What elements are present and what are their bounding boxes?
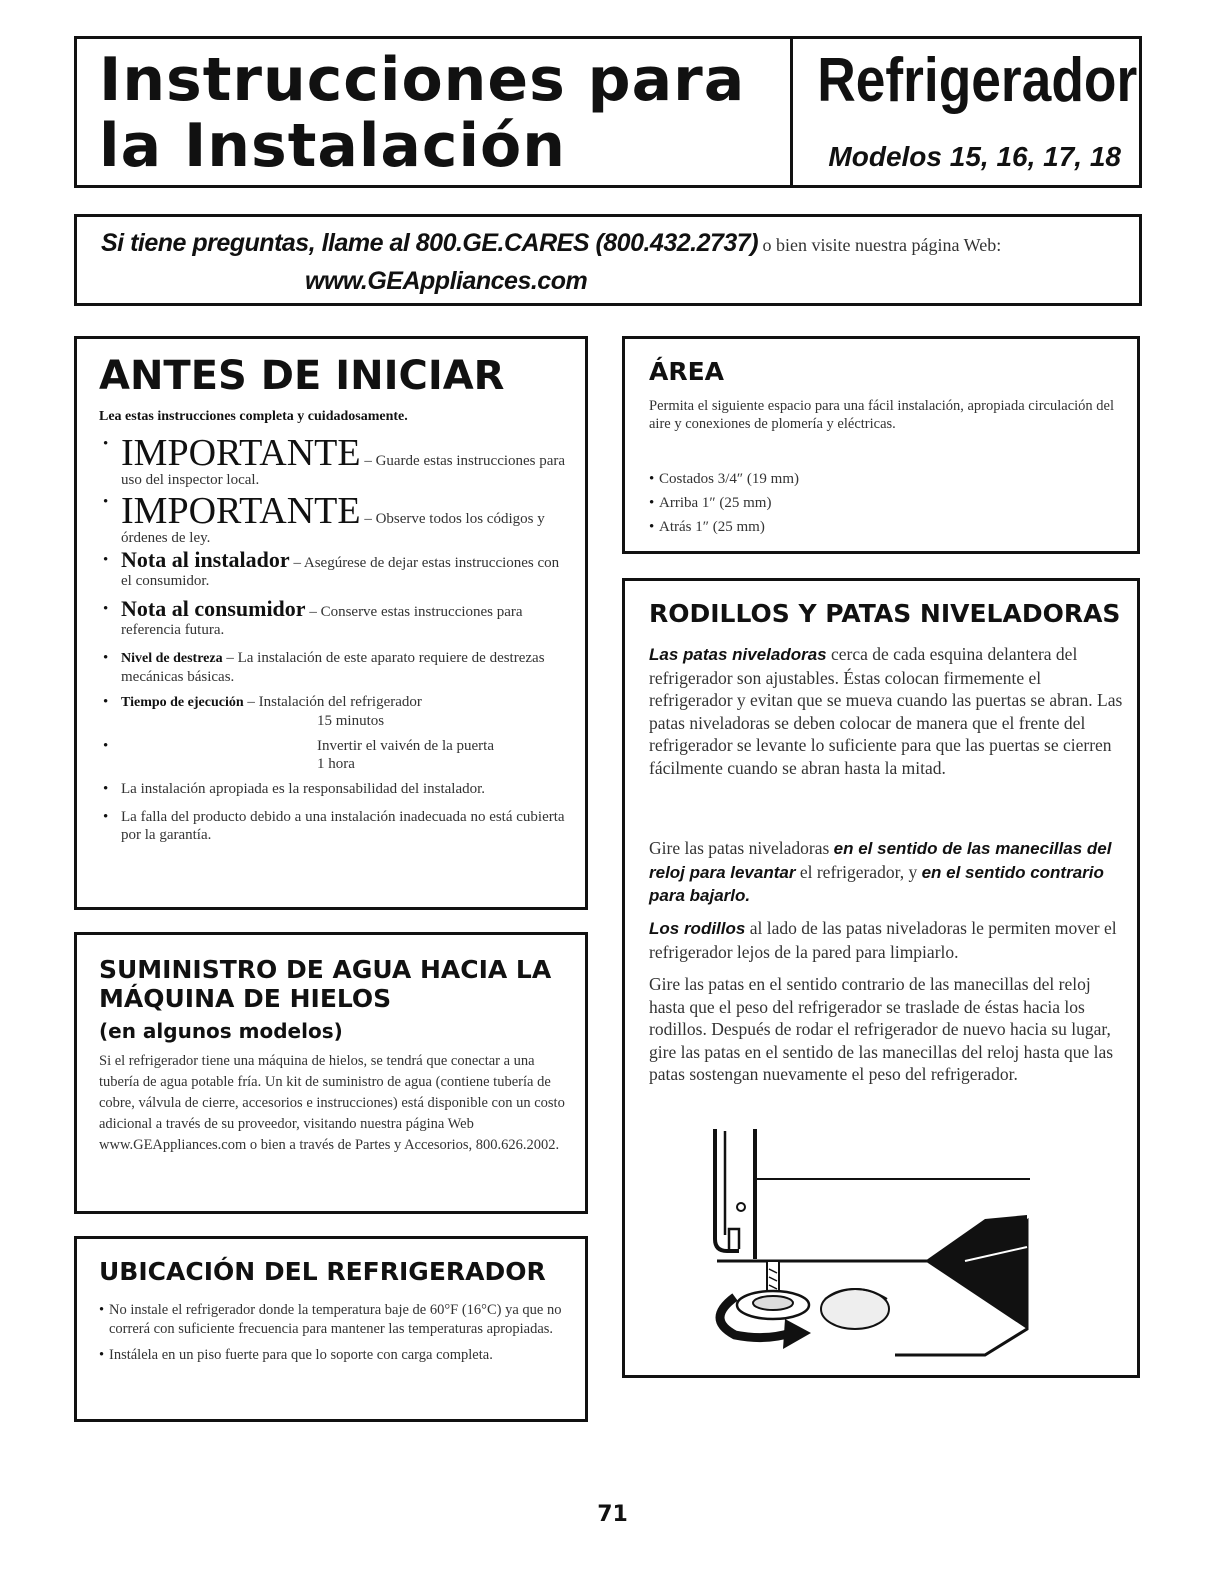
list-item: • Arriba 1″ (25 mm) [649,493,1123,513]
section-heading: SUMINISTRO DE AGUA HACIA LA MÁQUINA DE HIELOS [99,955,552,1013]
list-item: • IMPORTANTE – Observe todos los códigos y órdenes de ley. [99,493,571,547]
paragraph: Las patas niveladoras cerca de cada esquina delantera del refrigerador son ajustables. Éstas colocan firmemente el refrigerador y evitan que se mueva cuando las puertas se abran. Las patas niveladoras se deben colocar de manera que el frente del refrigerador se levante lo suficiente para que las puertas se cierren fácilmente cuando se abran hasta la mitad. [649,644,1123,778]
list-item: • La falla del producto debido a una instalación inadecuada no está cubierta por la garantía. [99,808,571,844]
title-line-1: Instrucciones para [99,45,746,115]
area-section [622,336,1140,554]
antes-de-iniciar-section [74,336,588,910]
section-heading: ÁREA [649,357,725,386]
ubicacion-list [99,1301,571,1372]
contact-phone: Si tiene preguntas, llame al 800.GE.CARES (800.432.2737) [101,229,759,257]
area-list [649,469,1123,541]
section-intro: Lea estas instrucciones completa y cuidadosamente. [99,409,408,424]
product-title: Refrigerador [817,46,1138,115]
section-subheading: (en algunos modelos) [99,1019,343,1043]
list-item: • Instálela en un piso fuerte para que lo soporte con carga completa. [99,1346,571,1365]
list-item: • IMPORTANTE – Guarde estas instrucciones para uso del inspector local. [99,435,571,489]
ubicacion-section [74,1236,588,1422]
section-intro: Permita el siguiente espacio para una fácil instalación, apropiada circulación del aire y conexiones de plomería y eléctricas. [649,398,1115,432]
list-item: • La instalación apropiada es la responsabilidad del instalador. [99,780,571,798]
list-item: • Nota al consumidor – Conserve estas instrucciones para referencia futura. [99,600,571,639]
list-item: • Nota al instalador – Asegúrese de dejar estas instrucciones con el consumidor. [99,551,571,590]
contact-rest: o bien visite nuestra página Web: [758,235,1002,255]
page-title [99,47,745,179]
contact-line [101,229,1001,258]
contact-box [74,214,1142,306]
title-line-2: la Instalación [99,111,566,181]
header-product-box [790,36,1142,188]
suministro-section [74,932,588,1214]
paragraph: Los rodillos al lado de las patas niveladoras le permiten mover el refrigerador lejos de la pared para limpiarlo. [649,918,1117,962]
list-item: • Invertir el vaivén de la puerta 1 hora [99,737,571,773]
list-item: • Atrás 1″ (25 mm) [649,517,1123,537]
section-heading: UBICACIÓN DEL REFRIGERADOR [99,1257,546,1286]
page-number: 71 [597,1502,628,1527]
models-label: Modelos 15, 16, 17, 18 [828,141,1121,172]
section-body: Si el refrigerador tiene una máquina de hielos, se tendrá que conectar a una tubería de agua potable fría. Un kit de suministro de agua (contiene tubería de cobre, válvula de cierre, accesorios e instrucciones) está disponible con un costo adicional a través de su proveedor, visitando nuestra página Web www.GEAppliances.com o bien a través de Partes y Accesorios, 800.626.2002. [99,1053,565,1153]
list-item: • Costados 3/4″ (19 mm) [649,469,1123,489]
antes-list [99,432,571,851]
paragraph: Gire las patas niveladoras en el sentido de las manecillas del reloj para levantar el refrigerador, y en el sentido contrario para bajarlo. [649,838,1112,905]
list-item: • No instale el refrigerador donde la temperatura baje de 60°F (16°C) ya que no correrá con suficiente frecuencia para mantener las temperaturas apropiadas. [99,1301,571,1339]
list-item: • Tiempo de ejecución – Instalación del refrigerador 15 minutos [99,693,571,730]
section-heading: ANTES DE INICIAR [99,353,505,399]
leveling-leg-illustration [665,1129,1135,1369]
paragraph: Gire las patas en el sentido contrario de las manecillas del reloj hasta que el peso del refrigerador se traslade de éstas hacia los rodillos. Después de rodar el refrigerador de nuevo hacia su lugar, gire las patas en el sentido de las manecillas del reloj hasta que las patas sostengan nuevamente el peso del refrigerador. [649,974,1114,1084]
section-heading: RODILLOS Y PATAS NIVELADORAS [649,599,1121,628]
website-link[interactable]: www.GEAppliances.com [305,267,588,295]
header-title-box [74,36,792,188]
rodillos-section [622,578,1140,1378]
list-item: • Nivel de destreza – La instalación de este aparato requiere de destrezas mecánicas básicas. [99,649,571,686]
